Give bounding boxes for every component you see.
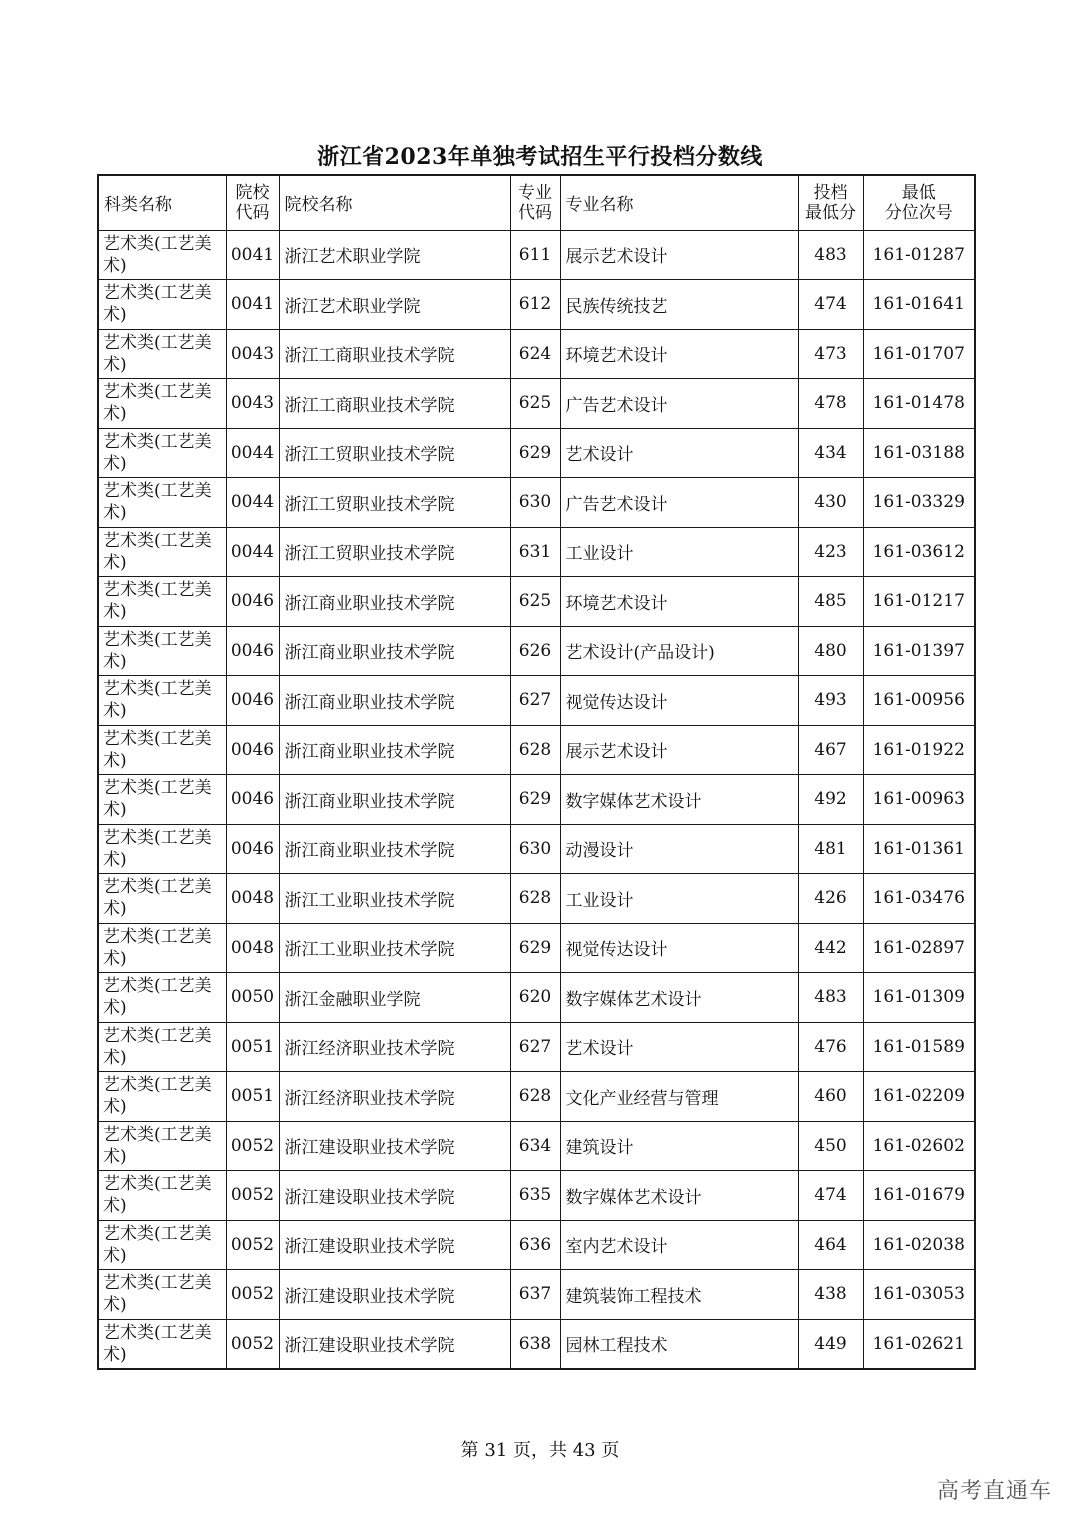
cell-major-code: 628 <box>510 874 560 924</box>
cell-major-code: 630 <box>510 824 560 874</box>
cell-major-code: 628 <box>510 1072 560 1122</box>
cell-min-rank: 161-00963 <box>863 775 975 825</box>
table-header-row <box>98 175 975 230</box>
cell-major-name: 环境艺术设计 <box>560 577 798 627</box>
cell-school-code: 0046 <box>226 824 279 874</box>
cell-school-code: 0052 <box>226 1171 279 1221</box>
cell-category: 艺术类(工艺美术) <box>98 725 226 775</box>
cell-min-rank: 161-02621 <box>863 1319 975 1369</box>
cell-major-name: 数字媒体艺术设计 <box>560 973 798 1023</box>
page-footer: 第 31 页，共 43 页 <box>460 1440 620 1461</box>
cell-min-score: 474 <box>798 1171 863 1221</box>
cell-min-rank: 161-01287 <box>863 230 975 280</box>
cell-major-name: 环境艺术设计 <box>560 329 798 379</box>
cell-min-score: 476 <box>798 1022 863 1072</box>
cell-major-code: 612 <box>510 280 560 330</box>
table-row <box>98 973 975 1023</box>
cell-major-code: 629 <box>510 923 560 973</box>
cell-category: 艺术类(工艺美术) <box>98 973 226 1023</box>
cell-school-name: 浙江金融职业学院 <box>279 973 510 1023</box>
table-row <box>98 824 975 874</box>
cell-major-code: 638 <box>510 1319 560 1369</box>
cell-major-name: 艺术设计(产品设计) <box>560 626 798 676</box>
cell-min-rank: 161-03053 <box>863 1270 975 1320</box>
cell-school-code: 0048 <box>226 874 279 924</box>
cell-major-code: 629 <box>510 775 560 825</box>
cell-category: 艺术类(工艺美术) <box>98 626 226 676</box>
cell-major-name: 艺术设计 <box>560 428 798 478</box>
cell-major-code: 629 <box>510 428 560 478</box>
cell-min-rank: 161-01589 <box>863 1022 975 1072</box>
cell-min-score: 492 <box>798 775 863 825</box>
cell-min-rank: 161-01641 <box>863 280 975 330</box>
cell-category: 艺术类(工艺美术) <box>98 1220 226 1270</box>
cell-school-code: 0041 <box>226 230 279 280</box>
cell-major-name: 展示艺术设计 <box>560 230 798 280</box>
cell-category: 艺术类(工艺美术) <box>98 676 226 726</box>
cell-school-name: 浙江工业职业技术学院 <box>279 923 510 973</box>
watermark-logo-text: 高考直通车 <box>936 1479 1052 1504</box>
cell-min-score: 493 <box>798 676 863 726</box>
header-min-score: 投档 最低分 <box>798 175 863 230</box>
cell-min-rank: 161-01922 <box>863 725 975 775</box>
table-row <box>98 379 975 429</box>
table-body <box>98 230 975 1369</box>
cell-min-score: 426 <box>798 874 863 924</box>
header-min-rank: 最低 分位次号 <box>863 175 975 230</box>
cell-major-code: 635 <box>510 1171 560 1221</box>
cell-min-rank: 161-01397 <box>863 626 975 676</box>
cell-category: 艺术类(工艺美术) <box>98 1072 226 1122</box>
cell-school-code: 0046 <box>226 676 279 726</box>
cell-major-name: 建筑设计 <box>560 1121 798 1171</box>
cell-major-name: 民族传统技艺 <box>560 280 798 330</box>
cell-min-rank: 161-02897 <box>863 923 975 973</box>
cell-school-name: 浙江建设职业技术学院 <box>279 1270 510 1320</box>
header-major-code: 专业 代码 <box>510 175 560 230</box>
cell-school-name: 浙江经济职业技术学院 <box>279 1022 510 1072</box>
cell-min-rank: 161-00956 <box>863 676 975 726</box>
table-row <box>98 1022 975 1072</box>
cell-major-code: 630 <box>510 478 560 528</box>
cell-category: 艺术类(工艺美术) <box>98 280 226 330</box>
cell-min-score: 434 <box>798 428 863 478</box>
cell-category: 艺术类(工艺美术) <box>98 478 226 528</box>
cell-major-code: 636 <box>510 1220 560 1270</box>
cell-min-rank: 161-02602 <box>863 1121 975 1171</box>
cell-min-rank: 161-01679 <box>863 1171 975 1221</box>
cell-school-code: 0052 <box>226 1270 279 1320</box>
cell-min-score: 467 <box>798 725 863 775</box>
table-row <box>98 1319 975 1369</box>
cell-major-code: 625 <box>510 577 560 627</box>
cell-major-name: 文化产业经营与管理 <box>560 1072 798 1122</box>
table-row <box>98 1270 975 1320</box>
cell-major-name: 园林工程技术 <box>560 1319 798 1369</box>
table-row <box>98 923 975 973</box>
cell-major-code: 627 <box>510 1022 560 1072</box>
cell-min-score: 480 <box>798 626 863 676</box>
cell-school-name: 浙江商业职业技术学院 <box>279 676 510 726</box>
cell-school-code: 0052 <box>226 1220 279 1270</box>
cell-category: 艺术类(工艺美术) <box>98 775 226 825</box>
cell-major-name: 动漫设计 <box>560 824 798 874</box>
cell-school-name: 浙江建设职业技术学院 <box>279 1319 510 1369</box>
cell-major-name: 展示艺术设计 <box>560 725 798 775</box>
table-row <box>98 428 975 478</box>
table-row <box>98 1072 975 1122</box>
cell-min-rank: 161-02209 <box>863 1072 975 1122</box>
cell-major-name: 建筑装饰工程技术 <box>560 1270 798 1320</box>
cell-school-name: 浙江建设职业技术学院 <box>279 1121 510 1171</box>
table-row <box>98 874 975 924</box>
page-title: 浙江省2023年单独考试招生平行投档分数线 <box>317 144 763 170</box>
table-row <box>98 1220 975 1270</box>
cell-category: 艺术类(工艺美术) <box>98 577 226 627</box>
cell-major-name: 广告艺术设计 <box>560 379 798 429</box>
cell-school-code: 0050 <box>226 973 279 1023</box>
cell-min-score: 450 <box>798 1121 863 1171</box>
cell-major-code: 634 <box>510 1121 560 1171</box>
cell-school-name: 浙江商业职业技术学院 <box>279 626 510 676</box>
header-school-name: 院校名称 <box>279 175 510 230</box>
cell-category: 艺术类(工艺美术) <box>98 329 226 379</box>
table-row <box>98 478 975 528</box>
cell-school-code: 0043 <box>226 329 279 379</box>
cell-major-code: 631 <box>510 527 560 577</box>
cell-school-name: 浙江工商职业技术学院 <box>279 329 510 379</box>
cell-min-score: 442 <box>798 923 863 973</box>
table-row <box>98 280 975 330</box>
cell-category: 艺术类(工艺美术) <box>98 1171 226 1221</box>
table-row <box>98 329 975 379</box>
cell-school-name: 浙江艺术职业学院 <box>279 230 510 280</box>
cell-school-name: 浙江工贸职业技术学院 <box>279 478 510 528</box>
cell-min-rank: 161-01478 <box>863 379 975 429</box>
cell-category: 艺术类(工艺美术) <box>98 1270 226 1320</box>
header-major-name: 专业名称 <box>560 175 798 230</box>
cell-school-code: 0046 <box>226 775 279 825</box>
header-school-code: 院校 代码 <box>226 175 279 230</box>
table-row <box>98 725 975 775</box>
cell-min-score: 430 <box>798 478 863 528</box>
cell-major-code: 626 <box>510 626 560 676</box>
cell-min-score: 423 <box>798 527 863 577</box>
cell-major-name: 数字媒体艺术设计 <box>560 1171 798 1221</box>
cell-school-name: 浙江经济职业技术学院 <box>279 1072 510 1122</box>
cell-min-rank: 161-02038 <box>863 1220 975 1270</box>
table-row <box>98 626 975 676</box>
cell-min-score: 474 <box>798 280 863 330</box>
cell-major-name: 数字媒体艺术设计 <box>560 775 798 825</box>
cell-school-code: 0048 <box>226 923 279 973</box>
cell-min-score: 481 <box>798 824 863 874</box>
cell-major-name: 广告艺术设计 <box>560 478 798 528</box>
cell-major-name: 工业设计 <box>560 527 798 577</box>
cell-school-name: 浙江建设职业技术学院 <box>279 1171 510 1221</box>
cell-category: 艺术类(工艺美术) <box>98 230 226 280</box>
cell-school-code: 0052 <box>226 1319 279 1369</box>
cell-min-score: 483 <box>798 230 863 280</box>
cell-min-score: 473 <box>798 329 863 379</box>
cell-major-code: 637 <box>510 1270 560 1320</box>
cell-min-rank: 161-01707 <box>863 329 975 379</box>
cell-school-name: 浙江商业职业技术学院 <box>279 725 510 775</box>
cell-category: 艺术类(工艺美术) <box>98 527 226 577</box>
table-row <box>98 527 975 577</box>
cell-major-name: 艺术设计 <box>560 1022 798 1072</box>
table-row <box>98 577 975 627</box>
cell-school-code: 0044 <box>226 527 279 577</box>
cell-min-rank: 161-03188 <box>863 428 975 478</box>
cell-min-score: 483 <box>798 973 863 1023</box>
cell-school-code: 0046 <box>226 626 279 676</box>
cell-category: 艺术类(工艺美术) <box>98 1121 226 1171</box>
cell-school-code: 0046 <box>226 725 279 775</box>
cell-school-code: 0044 <box>226 428 279 478</box>
table-row <box>98 775 975 825</box>
cell-category: 艺术类(工艺美术) <box>98 923 226 973</box>
cell-min-score: 478 <box>798 379 863 429</box>
cell-school-code: 0044 <box>226 478 279 528</box>
cell-min-score: 438 <box>798 1270 863 1320</box>
cell-school-code: 0051 <box>226 1022 279 1072</box>
cell-major-code: 611 <box>510 230 560 280</box>
cell-school-name: 浙江建设职业技术学院 <box>279 1220 510 1270</box>
cell-major-name: 室内艺术设计 <box>560 1220 798 1270</box>
cell-min-score: 460 <box>798 1072 863 1122</box>
cell-category: 艺术类(工艺美术) <box>98 428 226 478</box>
cell-school-code: 0041 <box>226 280 279 330</box>
cell-major-code: 625 <box>510 379 560 429</box>
cell-min-score: 464 <box>798 1220 863 1270</box>
cell-major-name: 工业设计 <box>560 874 798 924</box>
admission-score-table <box>97 174 976 1370</box>
cell-school-code: 0046 <box>226 577 279 627</box>
cell-category: 艺术类(工艺美术) <box>98 874 226 924</box>
header-category: 科类名称 <box>98 175 226 230</box>
cell-min-rank: 161-03612 <box>863 527 975 577</box>
cell-school-code: 0043 <box>226 379 279 429</box>
cell-school-code: 0052 <box>226 1121 279 1171</box>
cell-school-name: 浙江艺术职业学院 <box>279 280 510 330</box>
cell-major-code: 628 <box>510 725 560 775</box>
cell-school-name: 浙江商业职业技术学院 <box>279 824 510 874</box>
cell-school-name: 浙江工贸职业技术学院 <box>279 527 510 577</box>
table-row <box>98 1171 975 1221</box>
cell-min-rank: 161-03329 <box>863 478 975 528</box>
cell-school-name: 浙江商业职业技术学院 <box>279 775 510 825</box>
cell-min-rank: 161-01309 <box>863 973 975 1023</box>
cell-major-code: 620 <box>510 973 560 1023</box>
table-row <box>98 676 975 726</box>
cell-school-name: 浙江工业职业技术学院 <box>279 874 510 924</box>
cell-school-code: 0051 <box>226 1072 279 1122</box>
table-row <box>98 230 975 280</box>
cell-min-rank: 161-01361 <box>863 824 975 874</box>
cell-category: 艺术类(工艺美术) <box>98 824 226 874</box>
cell-major-name: 视觉传达设计 <box>560 676 798 726</box>
cell-min-rank: 161-01217 <box>863 577 975 627</box>
cell-category: 艺术类(工艺美术) <box>98 1022 226 1072</box>
table-row <box>98 1121 975 1171</box>
cell-min-score: 449 <box>798 1319 863 1369</box>
cell-school-name: 浙江商业职业技术学院 <box>279 577 510 627</box>
cell-major-code: 624 <box>510 329 560 379</box>
cell-category: 艺术类(工艺美术) <box>98 1319 226 1369</box>
cell-major-code: 627 <box>510 676 560 726</box>
cell-school-name: 浙江工商职业技术学院 <box>279 379 510 429</box>
cell-major-name: 视觉传达设计 <box>560 923 798 973</box>
cell-min-rank: 161-03476 <box>863 874 975 924</box>
cell-min-score: 485 <box>798 577 863 627</box>
cell-school-name: 浙江工贸职业技术学院 <box>279 428 510 478</box>
cell-category: 艺术类(工艺美术) <box>98 379 226 429</box>
